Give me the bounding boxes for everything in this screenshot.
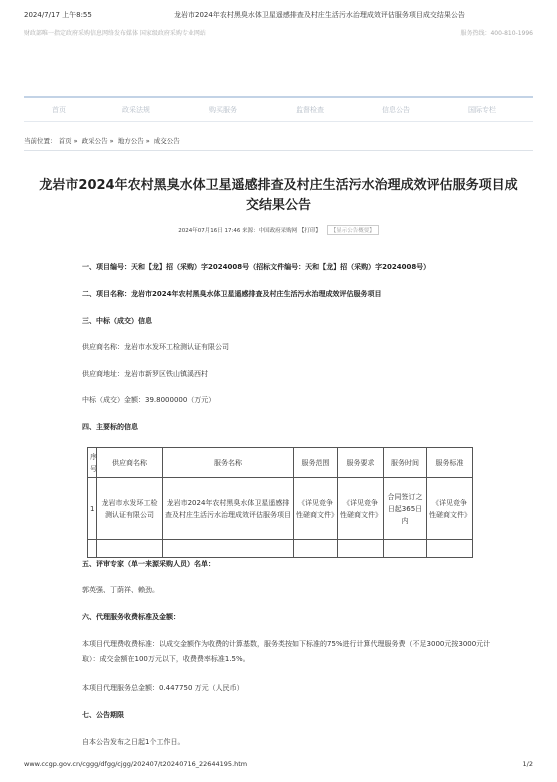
service-hotline: 服务热线：400-810-1996 [460,30,533,37]
show-summary-button[interactable]: 【显示公告概要】 [327,225,379,235]
section-fee-heading: 六、代理服务收费标准及金额： [82,613,180,621]
section-project-number: 一、项目编号：天和【龙】招（采购）字2024008号（招标文件编号：天和【龙】招（采购）字2024008号） [82,263,431,271]
breadcrumb-separator: » [145,137,150,145]
col-header-index: 序号 [88,448,97,478]
source-label: 来源： [242,228,259,234]
page-url: www.ccgp.gov.cn/cggg/dfgg/cjgg/202407/t20240716_22644195.htm [24,760,248,768]
cell-service-name: 龙岩市2024年农村黑臭水体卫星遥感排查及村庄生活污水治理成效评估服务项目 [163,478,294,540]
supplier-address: 供应商地址：龙岩市新罗区铁山镇溪西村 [82,370,208,378]
cell-standard: 《详见竞争性磋商文件》 [427,478,473,540]
print-header [24,10,533,22]
cell-empty [163,540,294,558]
breadcrumb-divider [24,150,533,151]
main-items-table [87,447,473,558]
publish-date: 2024年07月16日 17:46 [178,228,241,234]
breadcrumb-local-notices[interactable]: 地方公告 [117,137,144,145]
nav-item-regulations[interactable]: 政采法规 [122,106,150,114]
site-slogan: 财政部唯一指定政府采购信息网络发布媒体 国家级政府采购专业网站 [24,30,206,37]
col-header-requirements: 服务要求 [338,448,384,478]
nav-item-purchase-services[interactable]: 购买服务 [209,106,237,114]
site-topbar [24,28,533,40]
breadcrumb [24,136,180,145]
section-project-name: 二、项目名称：龙岩市2024年农村黑臭水体卫星遥感排查及村庄生活污水治理成效评估服务项目 [82,290,382,298]
section-main-items-heading: 四、主要标的信息 [82,423,138,431]
breadcrumb-notices[interactable]: 政采公告 [81,137,108,145]
cell-time: 合同签订之日起365日内 [384,478,427,540]
nav-item-home[interactable]: 首页 [52,106,66,114]
cell-empty [97,540,163,558]
nav-item-supervision[interactable]: 监督检查 [296,106,324,114]
page-title-line-1: 龙岩市2024年农村黑臭水体卫星遥感排查及村庄生活污水治理成效评估服务项目成 [39,178,518,193]
col-header-scope: 服务范围 [294,448,338,478]
cell-empty [384,540,427,558]
table-row-empty [88,540,473,558]
cell-empty [427,540,473,558]
main-nav [24,96,533,122]
table-header-row [88,448,473,478]
breadcrumb-label: 当前位置： [24,137,57,145]
fee-standard: 本项目代理费收费标准：以成交金额作为收费的计算基数，服务类按如下标准的75%进行计算代理服务费（不足3000元按3000元计取）：成交金额在100万元以下，收费费率标准1.5%。 [82,640,491,663]
breadcrumb-deal-notices[interactable]: 成交公告 [153,137,180,145]
section-experts-heading: 五、评审专家（单一来源采购人员）名单： [82,560,215,568]
cell-index: 1 [88,478,97,540]
table-row [88,478,473,540]
print-title: 龙岩市2024年农村黑臭水体卫星遥感排查及村庄生活污水治理成效评估服务项目成交结果公告 [174,11,465,19]
print-footer [24,760,533,772]
page-title-line-2: 交结果公告 [245,198,311,213]
fee-total: 本项目代理服务总金额：0.447750 万元（人民币） [82,684,244,692]
article-meta [0,225,557,235]
cell-empty [88,540,97,558]
page-number: 1/2 [522,760,533,768]
col-header-supplier: 供应商名称 [97,448,163,478]
cell-scope: 《详见竞争性磋商文件》 [294,478,338,540]
deal-amount: 中标（成交）金额：39.8000000（万元） [82,396,216,404]
cell-requirements: 《详见竞争性磋商文件》 [338,478,384,540]
print-link[interactable]: 【打印】 [298,228,321,234]
source-name: 中国政府采购网 [258,228,298,234]
nav-item-announcements[interactable]: 信息公告 [382,106,410,114]
experts-list: 郭英强、丁荫祥、赖劲。 [82,586,159,594]
col-header-service-name: 服务名称 [163,448,294,478]
col-header-time: 服务时间 [384,448,427,478]
print-date: 2024/7/17 上午8:55 [24,11,92,19]
nav-item-international[interactable]: 国际专栏 [468,106,496,114]
notice-period: 自本公告发布之日起1个工作日。 [82,738,185,746]
cell-empty [338,540,384,558]
cell-empty [294,540,338,558]
breadcrumb-separator: » [109,137,114,145]
section-winner-heading: 三、中标（成交）信息 [82,317,152,325]
col-header-standard: 服务标准 [427,448,473,478]
cell-supplier: 龙岩市水发环工检测认证有限公司 [97,478,163,540]
section-period-heading: 七、公告期限 [82,711,124,719]
supplier-name: 供应商名称：龙岩市水发环工检测认证有限公司 [82,343,229,351]
page-title [30,176,527,216]
breadcrumb-separator: » [73,137,78,145]
breadcrumb-home[interactable]: 首页 [58,137,72,145]
